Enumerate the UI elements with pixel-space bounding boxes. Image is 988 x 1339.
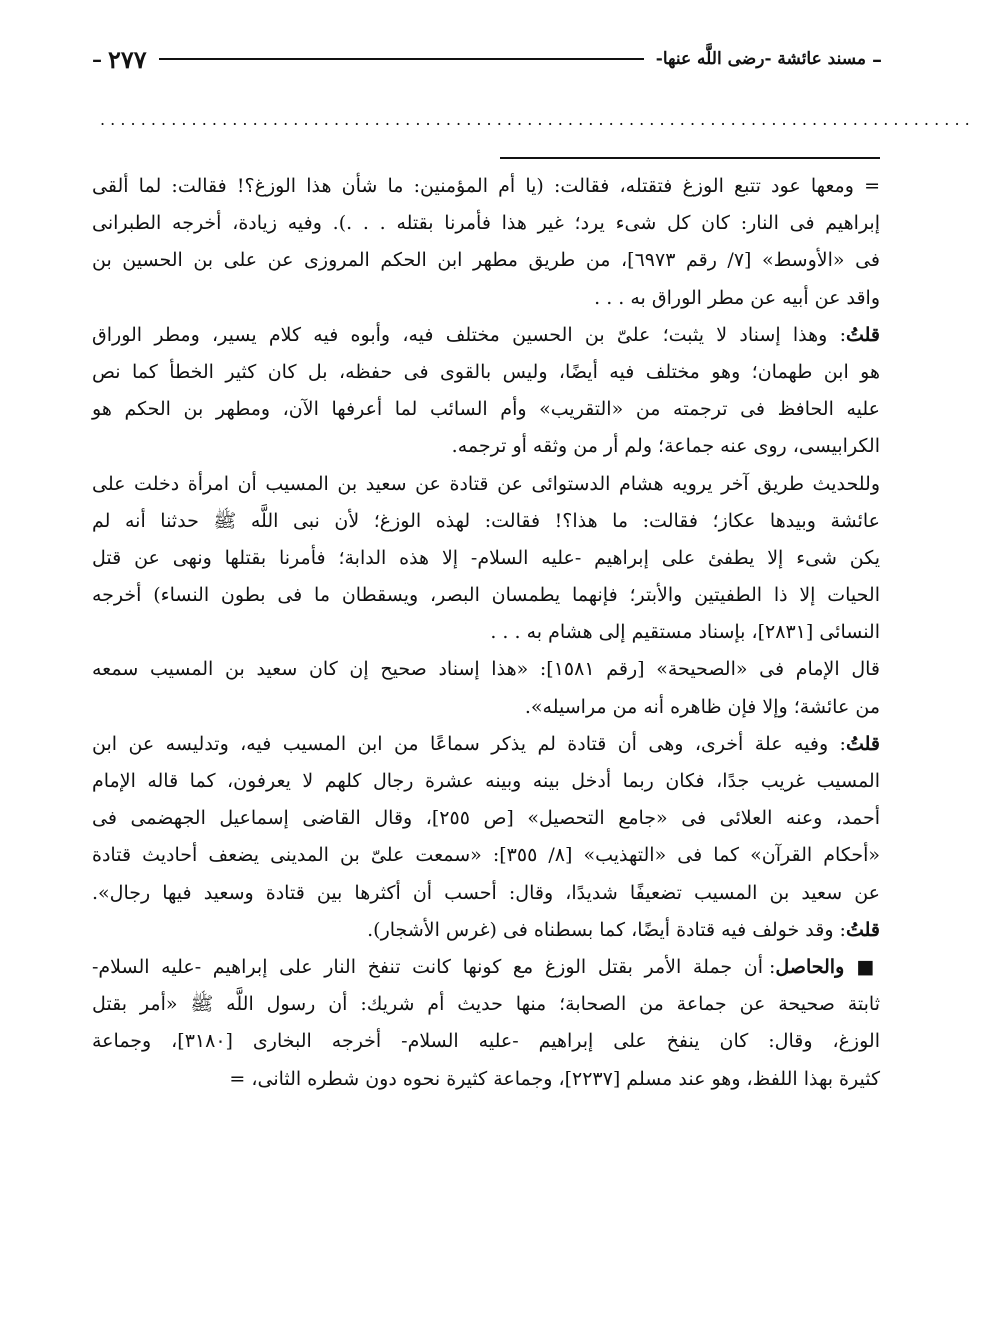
footnote-rule (500, 157, 880, 159)
text-line (92, 354, 880, 391)
text-line (92, 986, 880, 1023)
header-title: مسند عائشة -رضى اللَّه عنها- (655, 49, 866, 69)
bold-lead: قلتُ (845, 918, 880, 941)
line-text: فى «الأوسط» [٧/ رقم ٦٩٧٣]، من طريق مطهر ابن الحكم المروزى عن على بن الحسين بن (92, 249, 880, 272)
text-line (92, 800, 880, 837)
text-line (92, 689, 880, 726)
footnote-body (92, 168, 880, 1098)
text-line (92, 949, 880, 986)
bold-lead: قلتُ (845, 323, 880, 346)
line-text: قال الإمام فى «الصحيحة» [رقم ١٥٨١]: «هذا إسناد صحيح إن كان سعيد بن المسيب سمعه (92, 658, 880, 681)
line-text: : أن جملة الأمر بقتل الوزغ مع كونها كانت تنفخ النار على إبراهيم -عليه السلام- (92, 955, 776, 978)
page-number: ٢٧٧ (108, 44, 147, 74)
running-header (92, 44, 882, 74)
line-text: = ومعها عود تتبع الوزغ فتقتله، فقالت: (يا أم المؤمنين: ما شأن هذا الوزغ؟! فقالت: لما ألقى (92, 175, 880, 197)
bold-lead: ■ والحاصل (775, 955, 880, 978)
text-line (92, 540, 880, 577)
line-text: النسائى [٢٨٣١]، بإسناد مستقيم إلى هشام به . . . (490, 621, 880, 644)
text-line (92, 875, 880, 912)
text-line (92, 466, 880, 503)
line-text: هو ابن طهمان؛ وهو مختلف فيه أيضًا، وليس بالقوى فى حفظه، بل كان كثير الخطأ كما نص (92, 360, 880, 383)
line-text: المسيب غريب جدًا، فكان ربما أدخل بينه وبينه عشرة رجال كلهم لا يعرفون، كما قاله الإمام (92, 770, 880, 792)
text-line (92, 205, 880, 242)
line-text: الوزغ، وقال: كان ينفخ على إبراهيم -عليه السلام- أخرجه البخارى [٣١٨٠]، وجماعة (92, 1030, 880, 1053)
line-text: من عائشة؛ وإلا فإن ظاهره أنه من مراسيله». (524, 695, 880, 718)
text-line (92, 428, 880, 465)
text-line (92, 168, 880, 205)
bold-lead: قلتُ (845, 732, 880, 755)
line-text: أحمد، وعنه العلائى فى «جامع التحصيل» [ص ٢٥٥]، وقال القاضى إسماعيل الجهضمى فى (92, 807, 880, 830)
text-line (92, 577, 880, 614)
text-line (92, 651, 880, 688)
header-rule (159, 58, 644, 60)
text-line (92, 726, 880, 763)
text-line (92, 1023, 880, 1060)
text-line (92, 763, 880, 800)
text-line (92, 391, 880, 428)
line-text: عليه الحافظ فى ترجمته من «التقريب» وأم السائب لما أعرفها الآن، ومطهر بن الحكم هو (92, 398, 880, 421)
text-line (92, 242, 880, 279)
text-line (92, 912, 880, 949)
line-text: كثيرة بهذا اللفظ، وهو عند مسلم [٢٢٣٧]، وجماعة كثيرة نحوه دون شطره الثانى، = (229, 1067, 880, 1090)
line-text: «أحكام القرآن» كما فى «التهذيب» [٨/ ٣٥٥]: «سمعت علىّ بن المدينى يضعف أحاديث قتادة (92, 844, 880, 867)
text-line (92, 317, 880, 354)
line-text: يكن شىء إلا يطفئ على إبراهيم -عليه السلام- إلا هذه الدابة؛ فأمرنا بقتلها ونهى عن قتل (92, 546, 880, 569)
line-text: : وفيه علة أخرى، وهى أن قتادة لم يذكر سماعًا من ابن المسيب فيه، وتدليسه عن ابن (92, 732, 846, 755)
header-dash: – (872, 47, 882, 71)
line-text: : وهذا إسناد لا يثبت؛ علىّ بن الحسين مختلف فيه، وأبوه فيه كلام يسير، ومطر الوراق (92, 323, 846, 346)
line-text: : وقد خولف فيه قتادة أيضًا، كما بسطناه فى (غرس الأشجار). (367, 918, 846, 941)
line-text: الكرابيسى، روى عنه جماعة؛ ولم أر من وثقه أو ترجمه. (451, 435, 880, 458)
line-text: إبراهيم فى النار: كان كل شىء يرد؛ غير هذا فأمرنا بقتله . . .). وفيه زيادة، أخرجه الطبرانى (92, 212, 880, 235)
dotted-separator: . . . . . . . . . . . . . . . . . . . . . . . . . . . . . . . . . . . . . . . . . . . . . . . . . . . . . . . . . . . . . . . . . . . . . . . . . . . . . . . . . . . . . . (100, 110, 970, 129)
line-text: عن سعيد بن المسيب تضعيفًا شديدًا، وقال: أحسب أن أكثرها بين قتادة وسعيد فيها رجال». (92, 881, 880, 904)
text-line (92, 280, 880, 317)
line-text: ثابتة صحيحة عن جماعة من الصحابة؛ منها حديث أم شريك: أن رسول اللَّه ﷺ «أمر بقتل (92, 993, 880, 1016)
line-text: وللحديث طريق آخر يرويه هشام الدستوائى عن قتادة عن سعيد بن المسيب أن امرأة دخلت على (92, 472, 880, 495)
text-line (92, 503, 880, 540)
line-text: عائشة وبيدها عكاز؛ فقالت: ما هذا؟! فقالت: لهذه الوزغ؛ لأن نبى اللَّه ﷺ حدثنا أنه لم (92, 509, 880, 532)
header-dash: – (92, 47, 102, 71)
line-text: الحيات إلا ذا الطفيتين والأبتر؛ فإنهما يطمسان البصر، ويسقطان ما فى بطون النساء) أخرجه (92, 584, 880, 607)
line-text: واقد عن أبيه عن مطر الوراق به . . . (594, 286, 880, 309)
text-line (92, 614, 880, 651)
text-line (92, 1061, 880, 1098)
text-line (92, 837, 880, 874)
